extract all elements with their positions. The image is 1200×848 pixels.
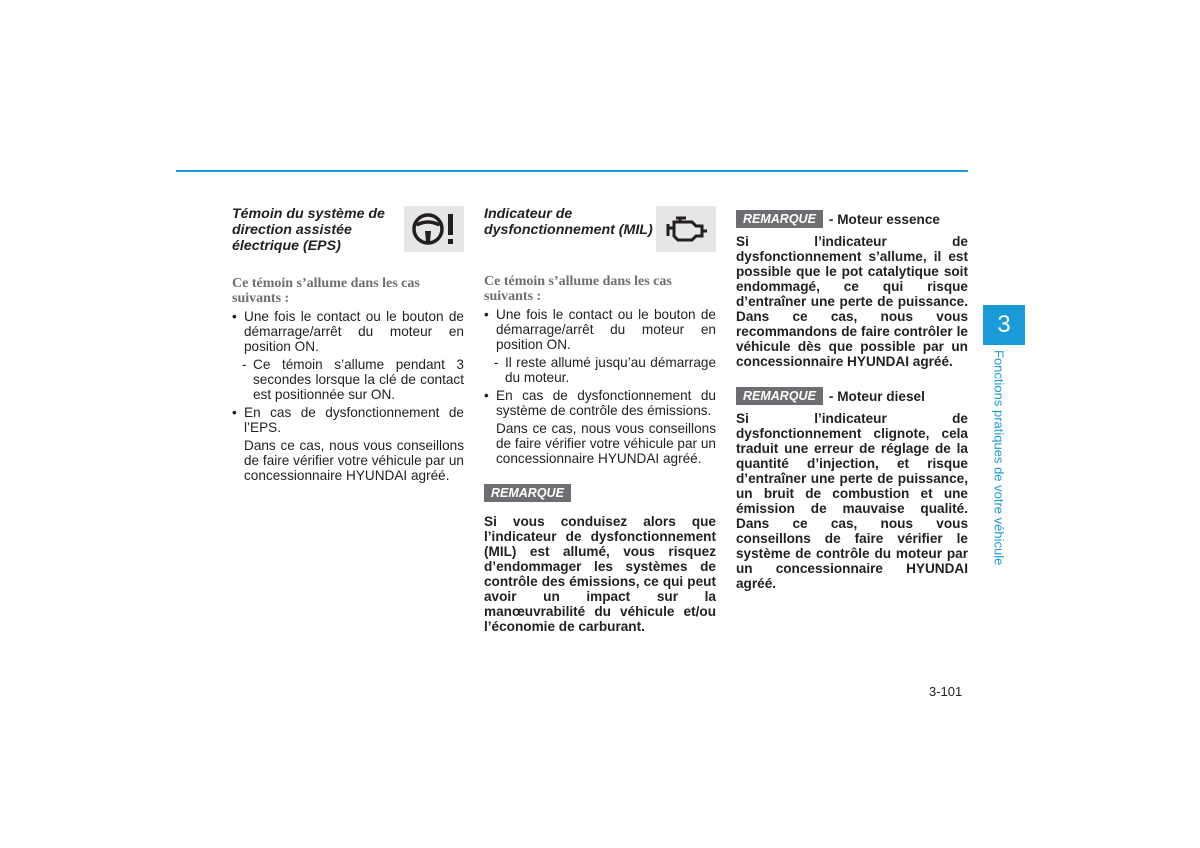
mil-header (484, 206, 716, 252)
mil-title: Indicateur de dysfonctionnement (MIL) (484, 206, 653, 238)
chapter-tab: 3 (983, 305, 1025, 345)
mil-intro: Ce témoin s’allume dans les cas suivants : (484, 274, 672, 304)
eps-bullet-2: • En cas de dysfonctionnement de l’EPS. (232, 405, 464, 435)
eps-sub-1: - Ce témoin s’allume pendant 3 secondes lorsque la clé de contact est positionnée sur ON. (232, 357, 464, 402)
mil-note-badge: REMARQUE (484, 484, 571, 502)
diesel-note-header (736, 387, 968, 405)
check-engine-icon (656, 206, 716, 252)
mil-sub-1: - Il reste allumé jusqu’au démarrage du moteur. (484, 355, 716, 385)
eps-section (232, 206, 464, 483)
diesel-note-badge: REMARQUE (736, 387, 823, 405)
mil-bullet-2-cont: Dans ce cas, nous vous conseillons de faire vérifier votre véhicule par un concessionnaire HYUNDAI agréé. (496, 421, 716, 466)
eps-title: Témoin du système de direction assistée électrique (EPS) (232, 206, 385, 254)
diesel-note-text: Si l’indicateur de dysfonctionnement clignote, cela traduit une erreur de réglage de la quantité d’injection, et risque d’entraîner une perte de puissance, un bruit de combustion et une émission de mauvaise qualité. Dans ce cas, nous vous conseillons de faire vérifier le système de contrôle du moteur par un concessionnaire HYUNDAI agréé. (736, 411, 968, 591)
eps-bullet-2-cont: Dans ce cas, nous vous conseillons de faire vérifier votre véhicule par un concessionnaire HYUNDAI agréé. (244, 438, 464, 483)
mil-note (484, 484, 716, 634)
diesel-note-subtitle: - Moteur diesel (828, 388, 925, 404)
eps-header (232, 206, 464, 254)
chapter-side-title-wrap (983, 350, 1015, 572)
mil-section (484, 206, 716, 634)
eps-intro: Ce témoin s’allume dans les cas suivants : (232, 276, 420, 306)
mil-note-text: Si vous conduisez alors que l’indicateur de dysfonctionnement (MIL) est allumé, vous risquez d’endommager les systèmes de contrôle des émissions, ce qui peut avoir un impact sur la manœuvrabilité du véhicule et/ou l’économie de carburant. (484, 514, 716, 634)
petrol-note-text: Si l’indicateur de dysfonctionnement s’allume, il est possible que le pot catalytique soit endommagé, ce qui risque d’entraîner une perte de puissance. Dans ce cas, nous vous recommandons de faire contrôler le véhicule dès que possible par un concessionnaire HYUNDAI agréé. (736, 234, 968, 369)
mil-bullet-2: • En cas de dysfonctionnement du système de contrôle des émissions. (484, 388, 716, 418)
page-number: 3-101 (929, 684, 963, 699)
petrol-note-subtitle: - Moteur essence (828, 211, 940, 227)
chapter-side-title: Fonctions pratiques de votre véhicule (991, 350, 1007, 566)
steering-wheel-warning-icon (404, 206, 464, 252)
engine-notes-section (736, 210, 968, 591)
petrol-note-header (736, 210, 968, 228)
header-rule (176, 170, 968, 172)
petrol-note-badge: REMARQUE (736, 210, 823, 228)
mil-bullet-1: • Une fois le contact ou le bouton de démarrage/arrêt du moteur en position ON. (484, 307, 716, 352)
eps-bullet-1: • Une fois le contact ou le bouton de démarrage/arrêt du moteur en position ON. (232, 309, 464, 354)
